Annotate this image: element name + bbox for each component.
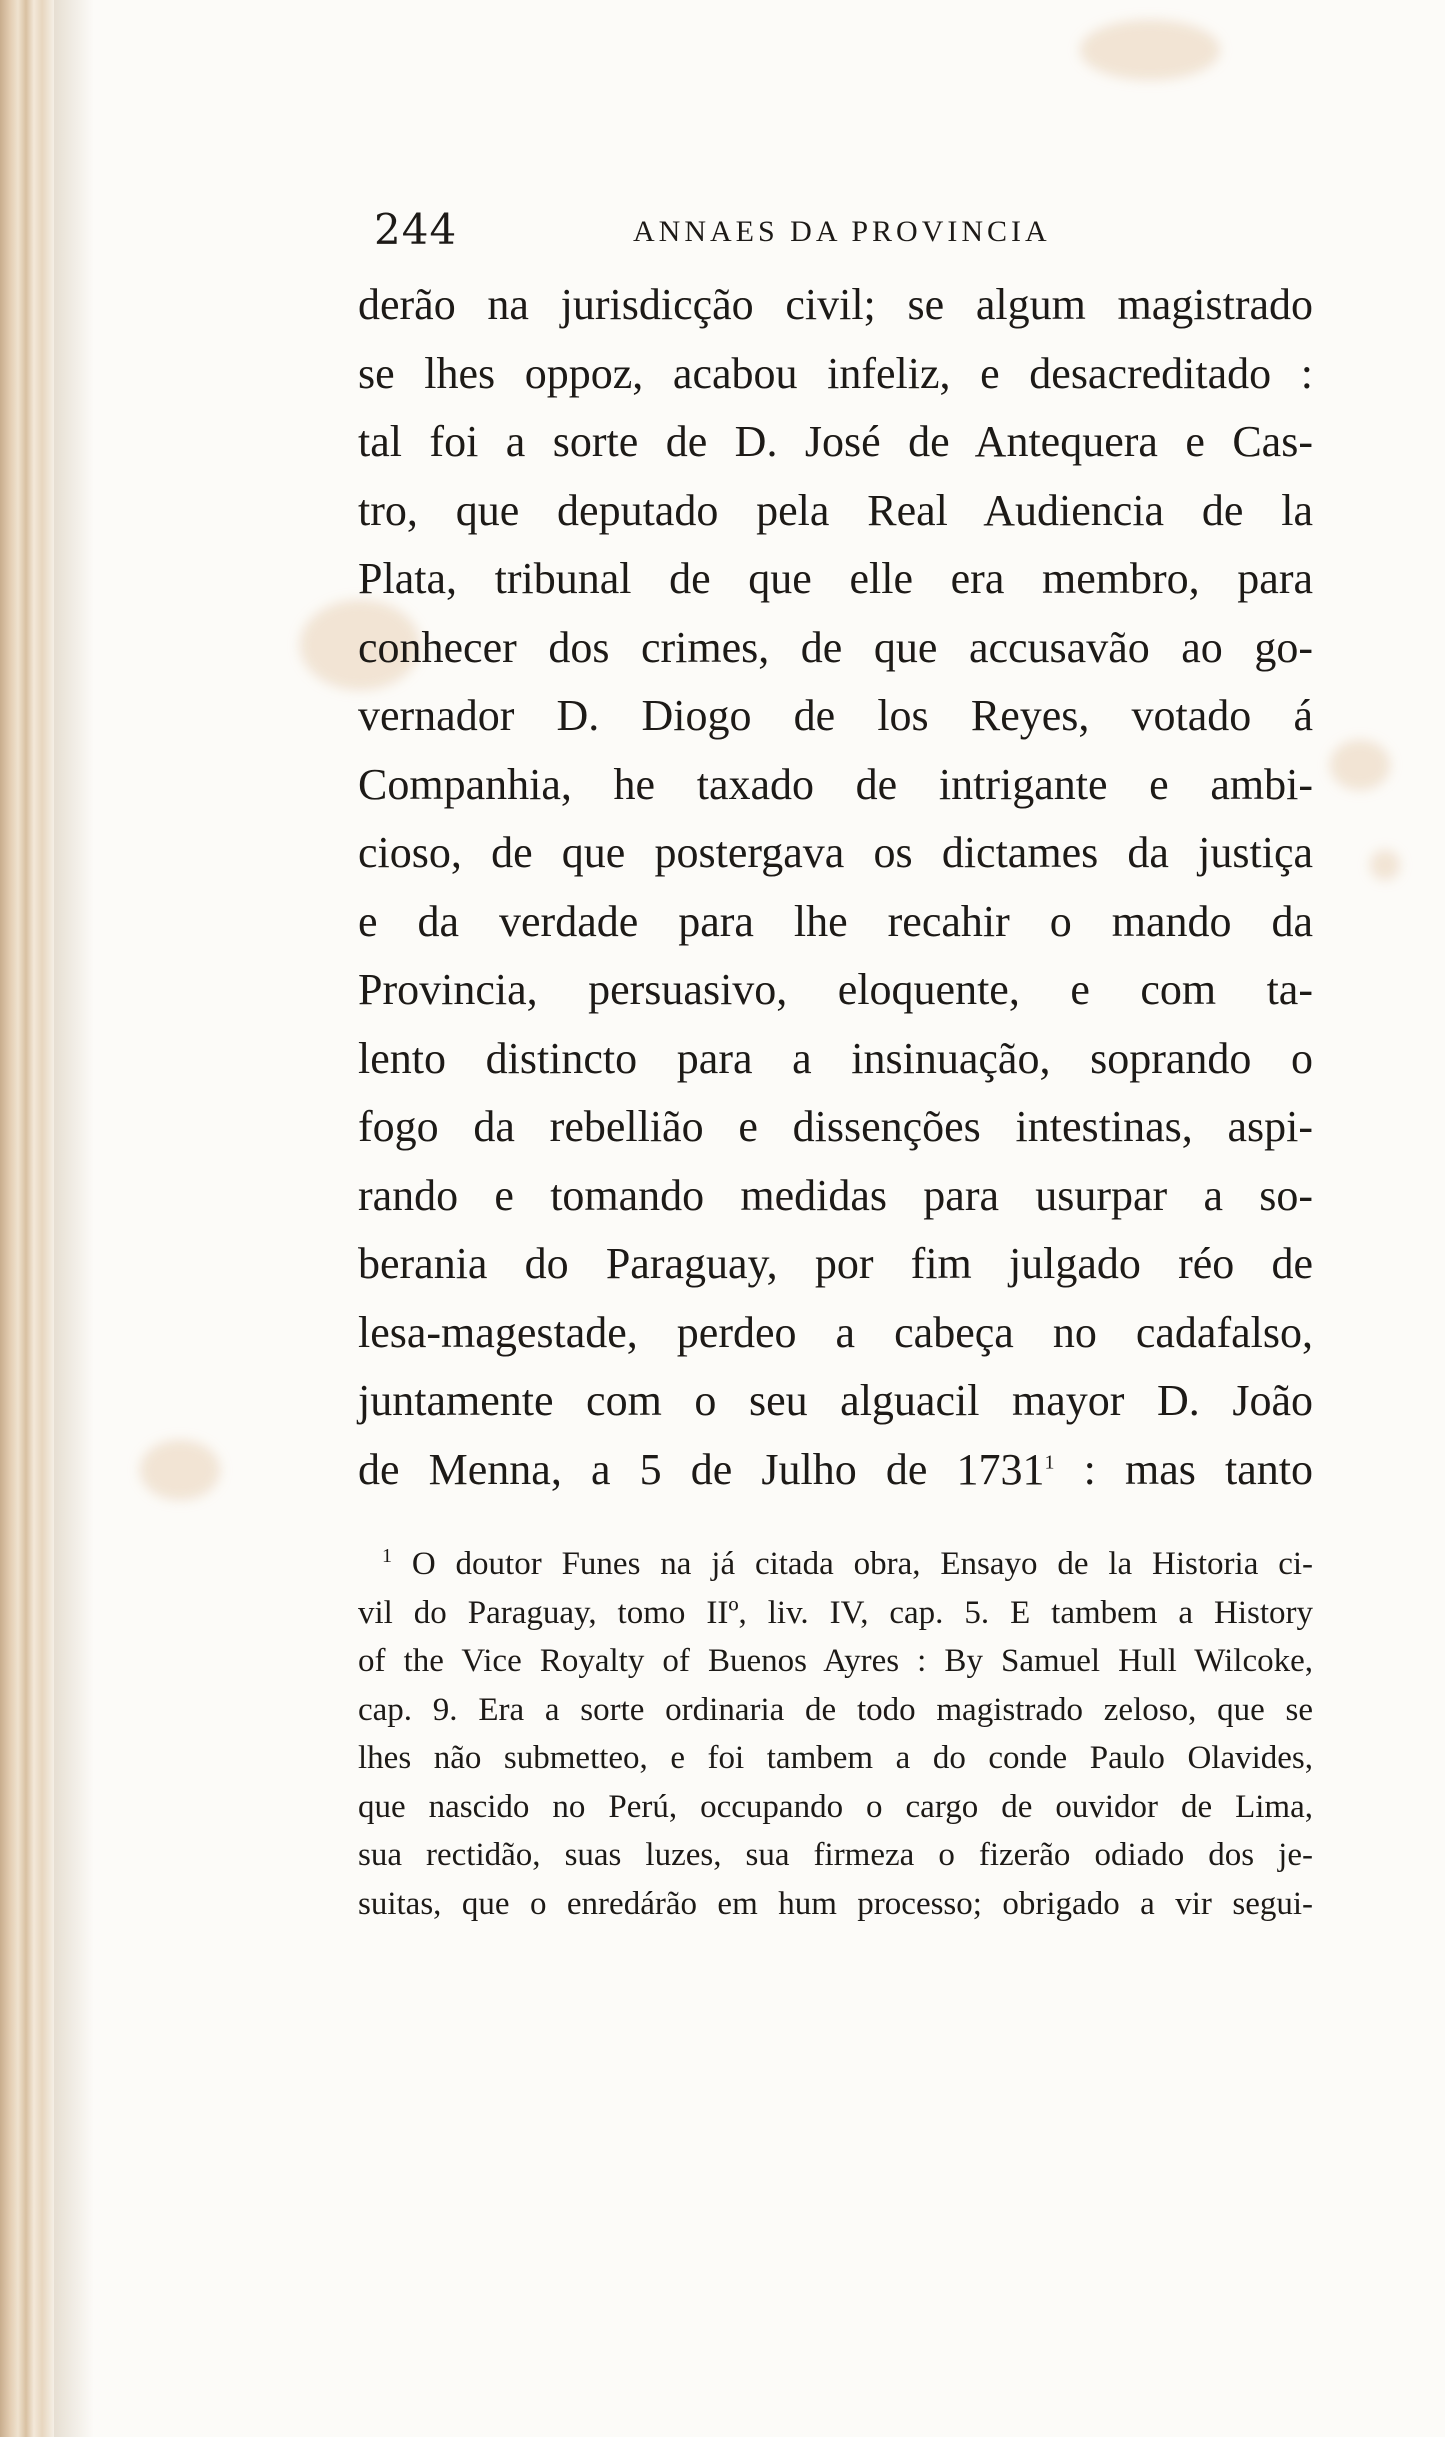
text-block xyxy=(358,205,1313,1928)
body-line: conhecer dos crimes, de que accusavão ao go- xyxy=(358,622,1313,672)
footnote-line: suitas, que o enredárão em hum processo; obrigado a vir segui- xyxy=(358,1885,1313,1922)
body-line: se lhes oppoz, acabou infeliz, e desacreditado : xyxy=(358,348,1313,398)
body-line: rando e tomando medidas para usurpar a so- xyxy=(358,1170,1313,1220)
body-line: vernador D. Diogo de los Reyes, votado á xyxy=(358,691,1313,740)
foxing-stain xyxy=(1080,20,1220,80)
body-line: lento distincto para a insinuação, soprando o xyxy=(358,1033,1313,1083)
body-line: tro, que deputado pela Real Audiencia de la xyxy=(358,485,1313,535)
footnote-line: vil do Paraguay, tomo IIº, liv. IV, cap. 5. E tambem a History xyxy=(358,1594,1313,1631)
body-text xyxy=(358,271,1313,1504)
footnote-reference: 1 xyxy=(1044,1450,1055,1473)
body-line: cioso, de que postergava os dictames da justiça xyxy=(358,828,1313,877)
gutter-shadow xyxy=(54,0,94,2437)
footnote-line: of the Vice Royalty of Buenos Ayres : By Samuel Hull Wilcoke, xyxy=(358,1643,1313,1679)
body-line: Companhia, he taxado de intrigante e ambi- xyxy=(358,759,1313,809)
footnote-line xyxy=(358,1540,1313,1589)
last-line-tail: : mas tanto xyxy=(1054,1444,1313,1494)
body-line: berania do Paraguay, por fim julgado réo de xyxy=(358,1239,1313,1288)
last-line-text: de Menna, a 5 de Julho de 1731 xyxy=(358,1444,1045,1494)
body-line: derão na jurisdicção civil; se algum magistrado xyxy=(358,280,1313,329)
body-line: e da verdade para lhe recahir o mando da xyxy=(358,896,1313,946)
foxing-stain xyxy=(140,1440,220,1500)
footnote xyxy=(358,1540,1313,1928)
book-page-edge xyxy=(0,0,54,2437)
body-line: tal foi a sorte de D. José de Antequera e Cas- xyxy=(358,417,1313,466)
body-line: fogo da rebellião e dissenções intestinas, aspi- xyxy=(358,1102,1313,1151)
page-number: 244 xyxy=(374,205,458,254)
body-line-last xyxy=(358,1436,1313,1505)
footnote-line: que nascido no Perú, occupando o cargo de ouvidor de Lima, xyxy=(358,1788,1313,1825)
foxing-stain xyxy=(1370,850,1400,880)
running-title: ANNAES DA PROVINCIA xyxy=(633,215,1051,248)
footnote-text: O doutor Funes na já citada obra, Ensayo de la Historia ci- xyxy=(411,1546,1313,1582)
body-line: juntamente com o seu alguacil mayor D. João xyxy=(358,1376,1313,1425)
footnote-marker: 1 xyxy=(382,1545,392,1567)
running-head xyxy=(358,205,1313,261)
footnote-line: lhes não submetteo, e foi tambem a do conde Paulo Olavides, xyxy=(358,1740,1313,1776)
foxing-stain xyxy=(1330,740,1390,790)
body-line: Plata, tribunal de que elle era membro, para xyxy=(358,554,1313,603)
body-line: Provincia, persuasivo, eloquente, e com ta- xyxy=(358,965,1313,1014)
footnote-line: sua rectidão, suas luzes, sua firmeza o fizerão odiado dos je- xyxy=(358,1837,1313,1873)
footnote-line: cap. 9. Era a sorte ordinaria de todo magistrado zeloso, que se xyxy=(358,1691,1313,1728)
body-line: lesa-magestade, perdeo a cabeça no cadafalso, xyxy=(358,1307,1313,1357)
